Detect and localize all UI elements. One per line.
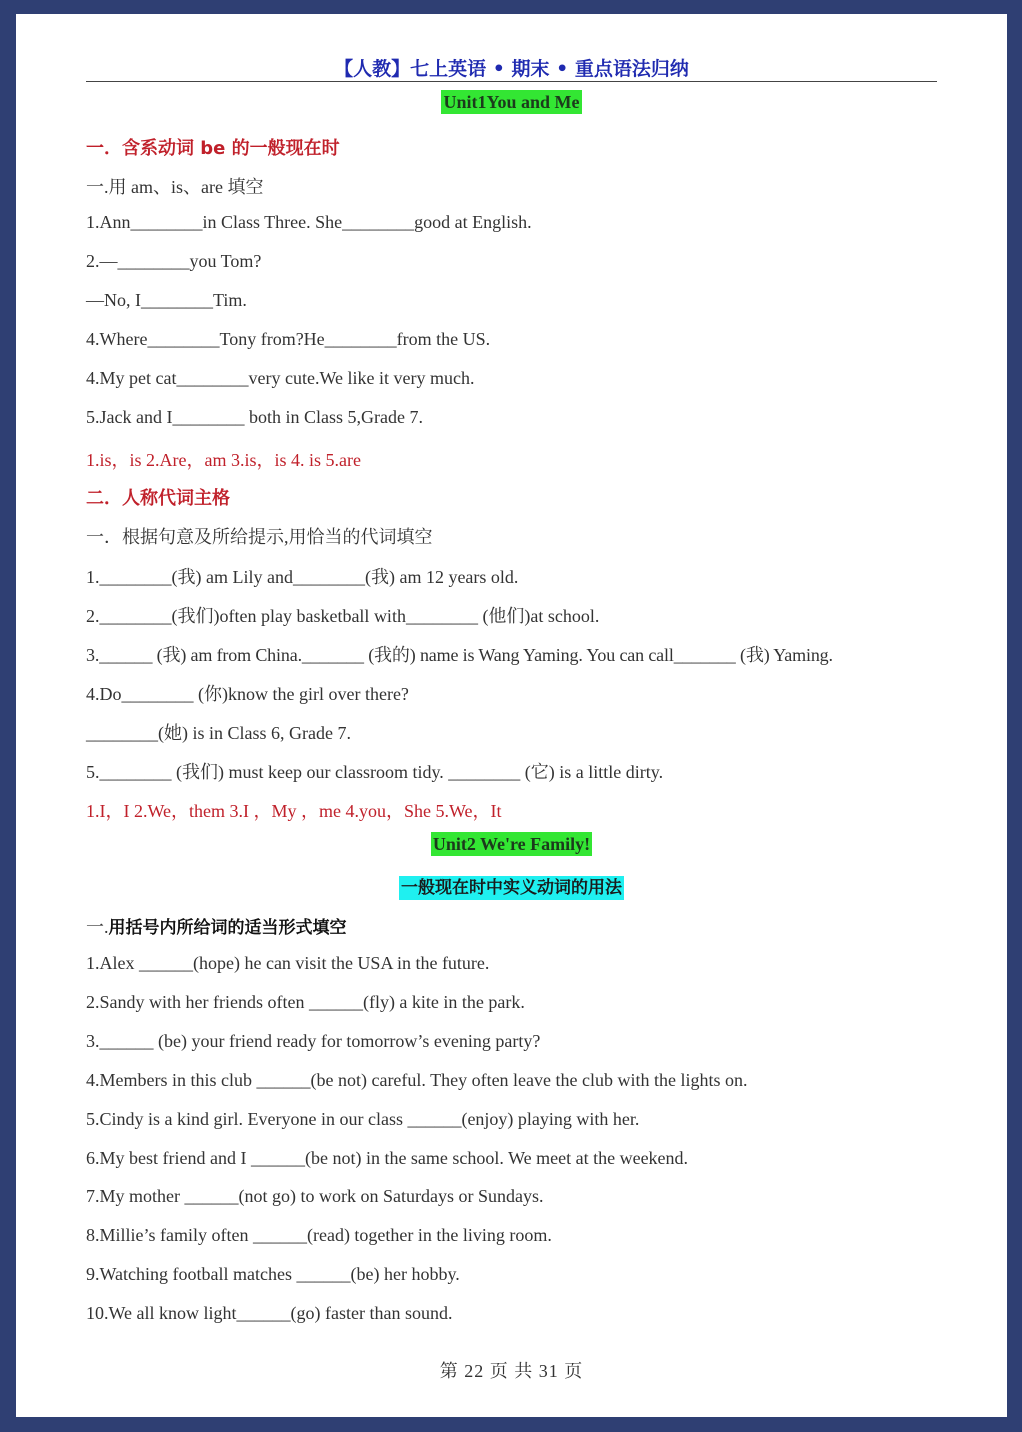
exercise-line: 2.________(我们)often play basketball with________ (他们)at school.: [86, 606, 600, 626]
unit2-instruction-prefix: 一.: [86, 917, 109, 937]
exercise-line: 1.Alex ______(hope) he can visit the USA in the future.: [86, 953, 490, 973]
unit2-title: Unit2 We're Family!: [432, 834, 591, 854]
exercise-line: 4.Where________Tony from?He________from the US.: [86, 329, 491, 349]
exercise-line: 4.Do________ (你)know the girl over there?: [86, 684, 409, 704]
exercise-line: 3.______ (我) am from China._______ (我的) name is Wang Yaming. You can call_______ (我) Yaming.: [86, 645, 833, 665]
header-divider: [86, 81, 937, 82]
section1-instruction: 一.用 am、is、are 填空: [86, 177, 264, 197]
unit2-instruction: 用括号内所给词的适当形式填空: [108, 918, 347, 938]
exercise-line: 5.________ (我们) must keep our classroom tidy. ________ (它) is a little dirty.: [86, 762, 664, 782]
exercise-line: 6.My best friend and I ______(be not) in the same school. We meet at the weekend.: [86, 1148, 689, 1168]
exercise-line: 9.Watching football matches ______(be) her hobby.: [86, 1264, 460, 1284]
exercise-line: 8.Millie’s family often ______(read) together in the living room.: [86, 1225, 552, 1245]
exercise-line: —No, I________Tim.: [86, 290, 247, 310]
exercise-line: 3.______ (be) your friend ready for tomorrow’s evening party?: [86, 1031, 541, 1051]
exercise-line: 1.Ann________in Class Three. She________good at English.: [86, 212, 532, 232]
exercise-line: 4.Members in this club ______(be not) careful. They often leave the club with the lights on.: [86, 1070, 748, 1090]
exercise-line: 7.My mother ______(not go) to work on Saturdays or Sundays.: [86, 1186, 544, 1206]
exercise-line: 5.Jack and I________ both in Class 5,Grade 7.: [86, 407, 423, 427]
page-number: 第 22 页 共 31 页: [439, 1361, 584, 1381]
exercise-line: 2.Sandy with her friends often ______(fly) a kite in the park.: [86, 992, 525, 1012]
section1-answers: 1.is，is 2.Are，am 3.is，is 4. is 5.are: [86, 450, 361, 470]
exercise-line: ________(她) is in Class 6, Grade 7.: [86, 723, 351, 743]
exercise-line: 10.We all know light______(go) faster than sound.: [86, 1303, 453, 1323]
unit2-title-row: [16, 834, 1007, 855]
exercise-line: 1.________(我) am Lily and________(我) am 12 years old.: [86, 567, 519, 587]
document-page: [16, 14, 1007, 1417]
exercise-line: 4.My pet cat________very cute.We like it very much.: [86, 368, 475, 388]
unit1-title: Unit1You and Me: [443, 92, 580, 112]
section2-answers: 1.I，I 2.We，them 3.I ，My ，me 4.you，She 5.We，It: [86, 801, 502, 821]
section2-heading: 二．人称代词主格: [86, 488, 230, 509]
unit2-instruction-row: [86, 913, 967, 939]
section2-instruction: 一．根据句意及所给提示,用恰当的代词填空: [86, 527, 433, 547]
exercise-line: 2.—________you Tom?: [86, 251, 262, 271]
unit2-subtitle: 一般现在时中实义动词的用法: [401, 878, 622, 898]
page-header-title: 【人教】七上英语 • 期末 • 重点语法归纳: [334, 58, 689, 80]
section1-heading: 一．含系动词 be 的一般现在时: [86, 138, 340, 159]
unit2-subtitle-row: [16, 873, 1007, 898]
unit1-title-row: [16, 92, 1007, 113]
exercise-line: 5.Cindy is a kind girl. Everyone in our class ______(enjoy) playing with her.: [86, 1109, 640, 1129]
